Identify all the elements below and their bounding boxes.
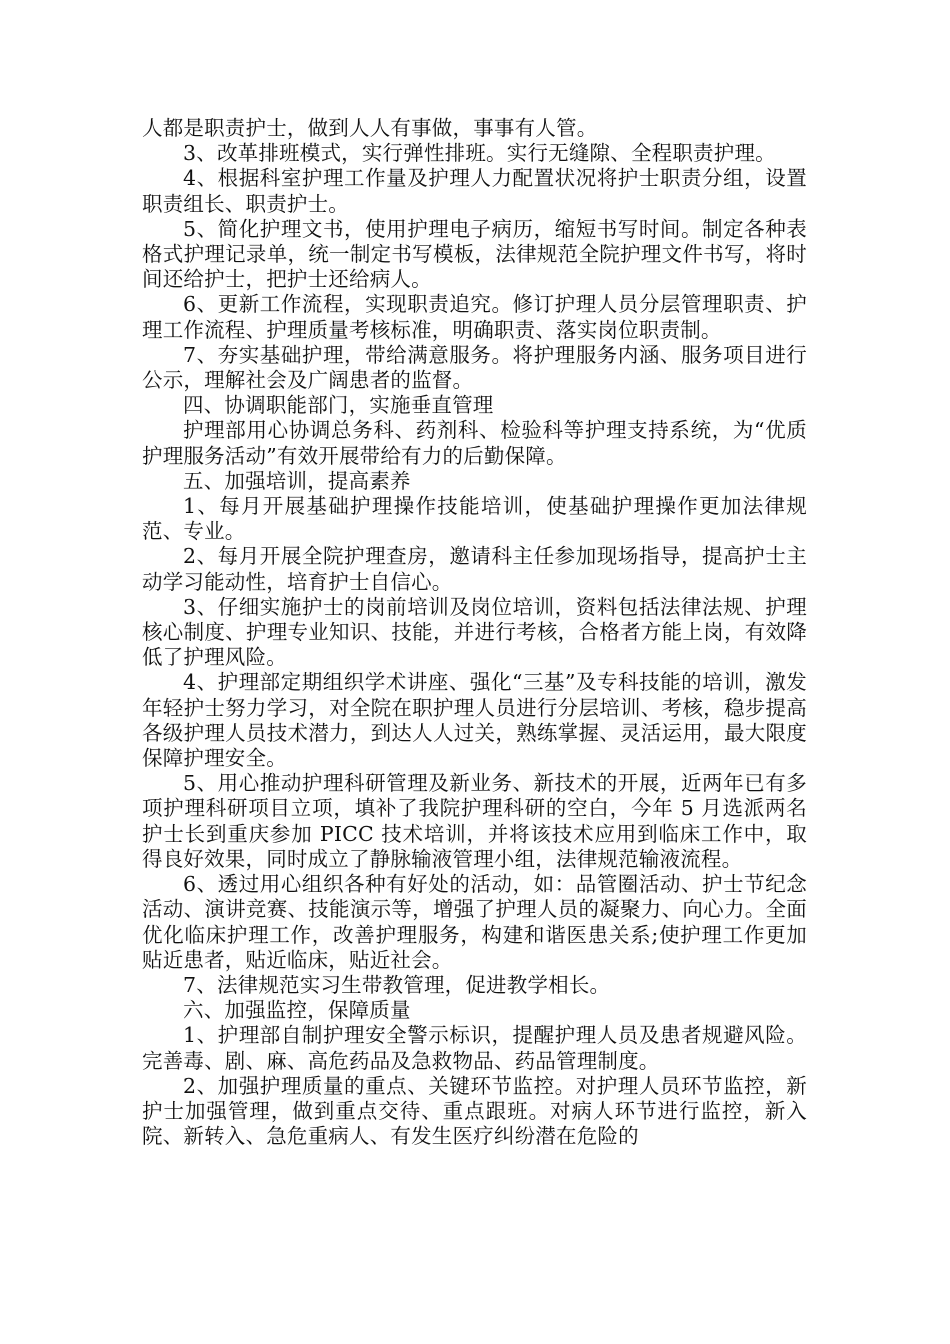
paragraph-item-3-scheduling: 3、改革排班模式，实行弹性排班。实行无缝隙、全程职责护理。 bbox=[183, 141, 776, 166]
section-heading-4: 四、协调职能部门，实施垂直管理 bbox=[183, 393, 494, 418]
document-page bbox=[142, 116, 807, 1149]
paragraph-training-5: 5、用心推动护理科研管理及新业务、新技术的开展，近两年已有多项护理科研项目立项，填补了我院护理科研的空白，今年 5 月选派两名护士长到重庆参加 PICC 技术培训，并将该技术应用到临床工作中，取得良好效果，同时成立了静脉输液管理小组，法律规范输液流程。 bbox=[142, 771, 807, 871]
paragraph-item-5-documentation: 5、简化护理文书，使用护理电子病历，缩短书写时间。制定各种表格式护理记录单，统一制定书写模板，法律规范全院护理文件书写，将时间还给护士，把护士还给病人。 bbox=[142, 216, 807, 292]
paragraph-training-1: 1、每月开展基础护理操作技能培训，使基础护理操作更加法律规范、专业。 bbox=[142, 494, 807, 544]
paragraph-coordination: 护理部用心协调总务科、药剂科、检验科等护理支持系统，为“优质护理服务活动”有效开展带给有力的后勤保障。 bbox=[142, 418, 807, 468]
paragraph-monitoring-1: 1、护理部自制护理安全警示标识，提醒护理人员及患者规避风险。完善毒、剧、麻、高危药品及急救物品、药品管理制度。 bbox=[142, 1023, 807, 1073]
paragraph-training-7: 7、法律规范实习生带教管理，促进教学相长。 bbox=[183, 972, 611, 997]
paragraph-item-7-basic-care: 7、夯实基础护理，带给满意服务。将护理服务内涵、服务项目进行公示，理解社会及广阔患者的监督。 bbox=[142, 342, 807, 393]
paragraph-monitoring-2: 2、加强护理质量的重点、关键环节监控。对护理人员环节监控，新护士加强管理，做到重点交待、重点跟班。对病人环节进行监控，新入院、新转入、急危重病人、有发生医疗纠纷潜在危险的 bbox=[142, 1073, 807, 1149]
section-heading-6: 六、加强监控，保障质量 bbox=[183, 998, 411, 1023]
paragraph-continuation: 人都是职责护士，做到人人有事做，事事有人管。 bbox=[142, 116, 598, 140]
paragraph-item-4-grouping: 4、根据科室护理工作量及护理人力配置状况将护士职责分组，设置职责组长、职责护士。 bbox=[142, 166, 807, 216]
paragraph-item-6-workflow: 6、更新工作流程，实现职责追究。修订护理人员分层管理职责、护理工作流程、护理质量考核标准，明确职责、落实岗位职责制。 bbox=[142, 292, 807, 342]
paragraph-training-3: 3、仔细实施护士的岗前培训及岗位培训，资料包括法律法规、护理核心制度、护理专业知识、技能，并进行考核，合格者方能上岗，有效降低了护理风险。 bbox=[142, 594, 807, 670]
paragraph-training-6: 6、透过用心组织各种有好处的活动，如：品管圈活动、护士节纪念活动、演讲竞赛、技能演示等，增强了护理人员的凝聚力、向心力。全面优化临床护理工作，改善护理服务，构建和谐医患关系;使护理工作更加贴近患者，贴近临床，贴近社会。 bbox=[142, 872, 807, 972]
section-heading-5: 五、加强培训，提高素养 bbox=[183, 468, 411, 493]
paragraph-training-4: 4、护理部定期组织学术讲座、强化“三基”及专科技能的培训，激发年轻护士努力学习，对全院在职护理人员进行分层培训、考核，稳步提高各级护理人员技术潜力，到达人人过关，熟练掌握、灵活运用，最大限度保障护理安全。 bbox=[142, 670, 807, 771]
paragraph-training-2: 2、每月开展全院护理查房，邀请科主任参加现场指导，提高护士主动学习能动性，培育护士自信心。 bbox=[142, 544, 807, 594]
